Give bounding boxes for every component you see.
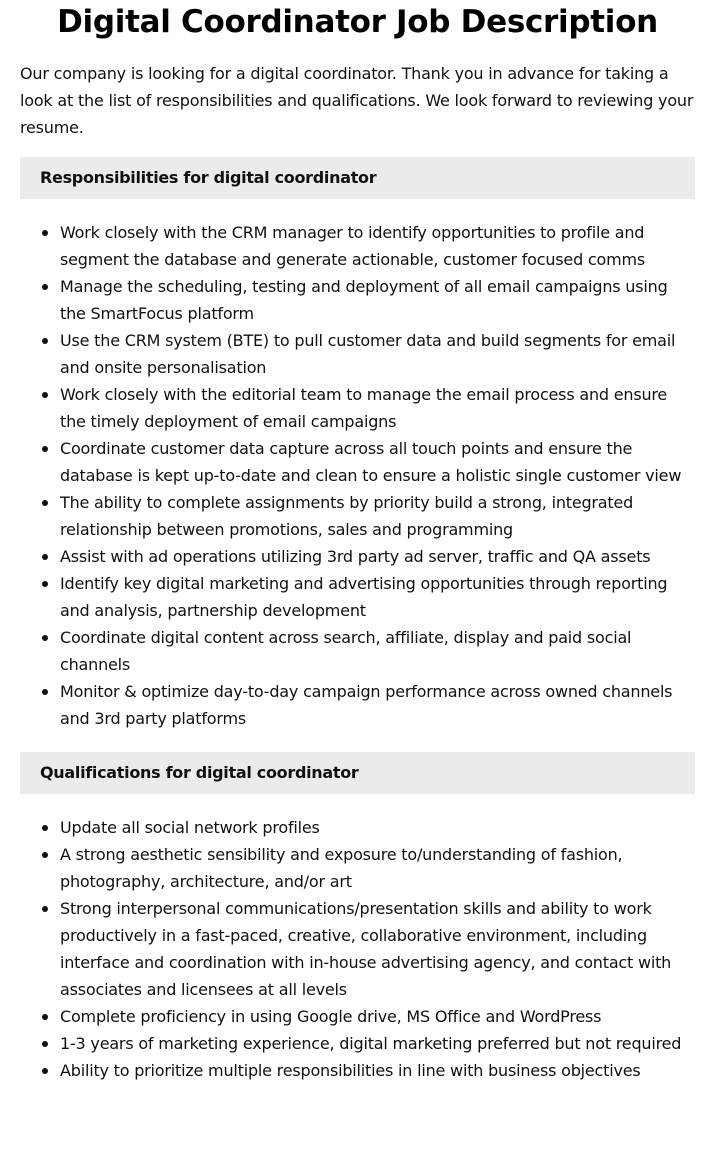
list-item: The ability to complete assignments by priority build a strong, integrated relationship between promotions, sales and programming [60,489,695,543]
qualifications-heading: Qualifications for digital coordinator [20,752,695,794]
responsibilities-list [20,219,695,732]
job-description-page [20,0,695,1084]
list-item: Monitor & optimize day-to-day campaign performance across owned channels and 3rd party platforms [60,678,695,732]
page-title: Digital Coordinator Job Description [57,4,658,40]
list-item: Manage the scheduling, testing and deployment of all email campaigns using the SmartFocus platform [60,273,695,327]
list-item: Update all social network profiles [60,814,695,841]
list-item: A strong aesthetic sensibility and exposure to/understanding of fashion, photography, architecture, and/or art [60,841,695,895]
list-item: 1-3 years of marketing experience, digital marketing preferred but not required [60,1030,695,1057]
responsibilities-heading: Responsibilities for digital coordinator [20,157,695,199]
list-item: Work closely with the editorial team to manage the email process and ensure the timely deployment of email campaigns [60,381,695,435]
list-item: Complete proficiency in using Google drive, MS Office and WordPress [60,1003,695,1030]
list-item: Coordinate customer data capture across all touch points and ensure the database is kept up-to-date and clean to ensure a holistic single customer view [60,435,695,489]
list-item: Use the CRM system (BTE) to pull customer data and build segments for email and onsite personalisation [60,327,695,381]
list-item: Work closely with the CRM manager to identify opportunities to profile and segment the database and generate actionable, customer focused comms [60,219,695,273]
qualifications-list [20,814,695,1084]
list-item: Ability to prioritize multiple responsibilities in line with business objectives [60,1057,695,1084]
list-item: Strong interpersonal communications/presentation skills and ability to work productively in a fast-paced, creative, collaborative environment, including interface and coordination with in-house advertising agency, and contact with associates and licensees at all levels [60,895,695,1003]
list-item: Assist with ad operations utilizing 3rd party ad server, traffic and QA assets [60,543,695,570]
list-item: Identify key digital marketing and advertising opportunities through reporting and analysis, partnership development [60,570,695,624]
list-item: Coordinate digital content across search, affiliate, display and paid social channels [60,624,695,678]
intro-paragraph: Our company is looking for a digital coordinator. Thank you in advance for taking a look at the list of responsibilities and qualifications. We look forward to reviewing your resume. [20,64,694,137]
section-spacer [20,732,695,736]
